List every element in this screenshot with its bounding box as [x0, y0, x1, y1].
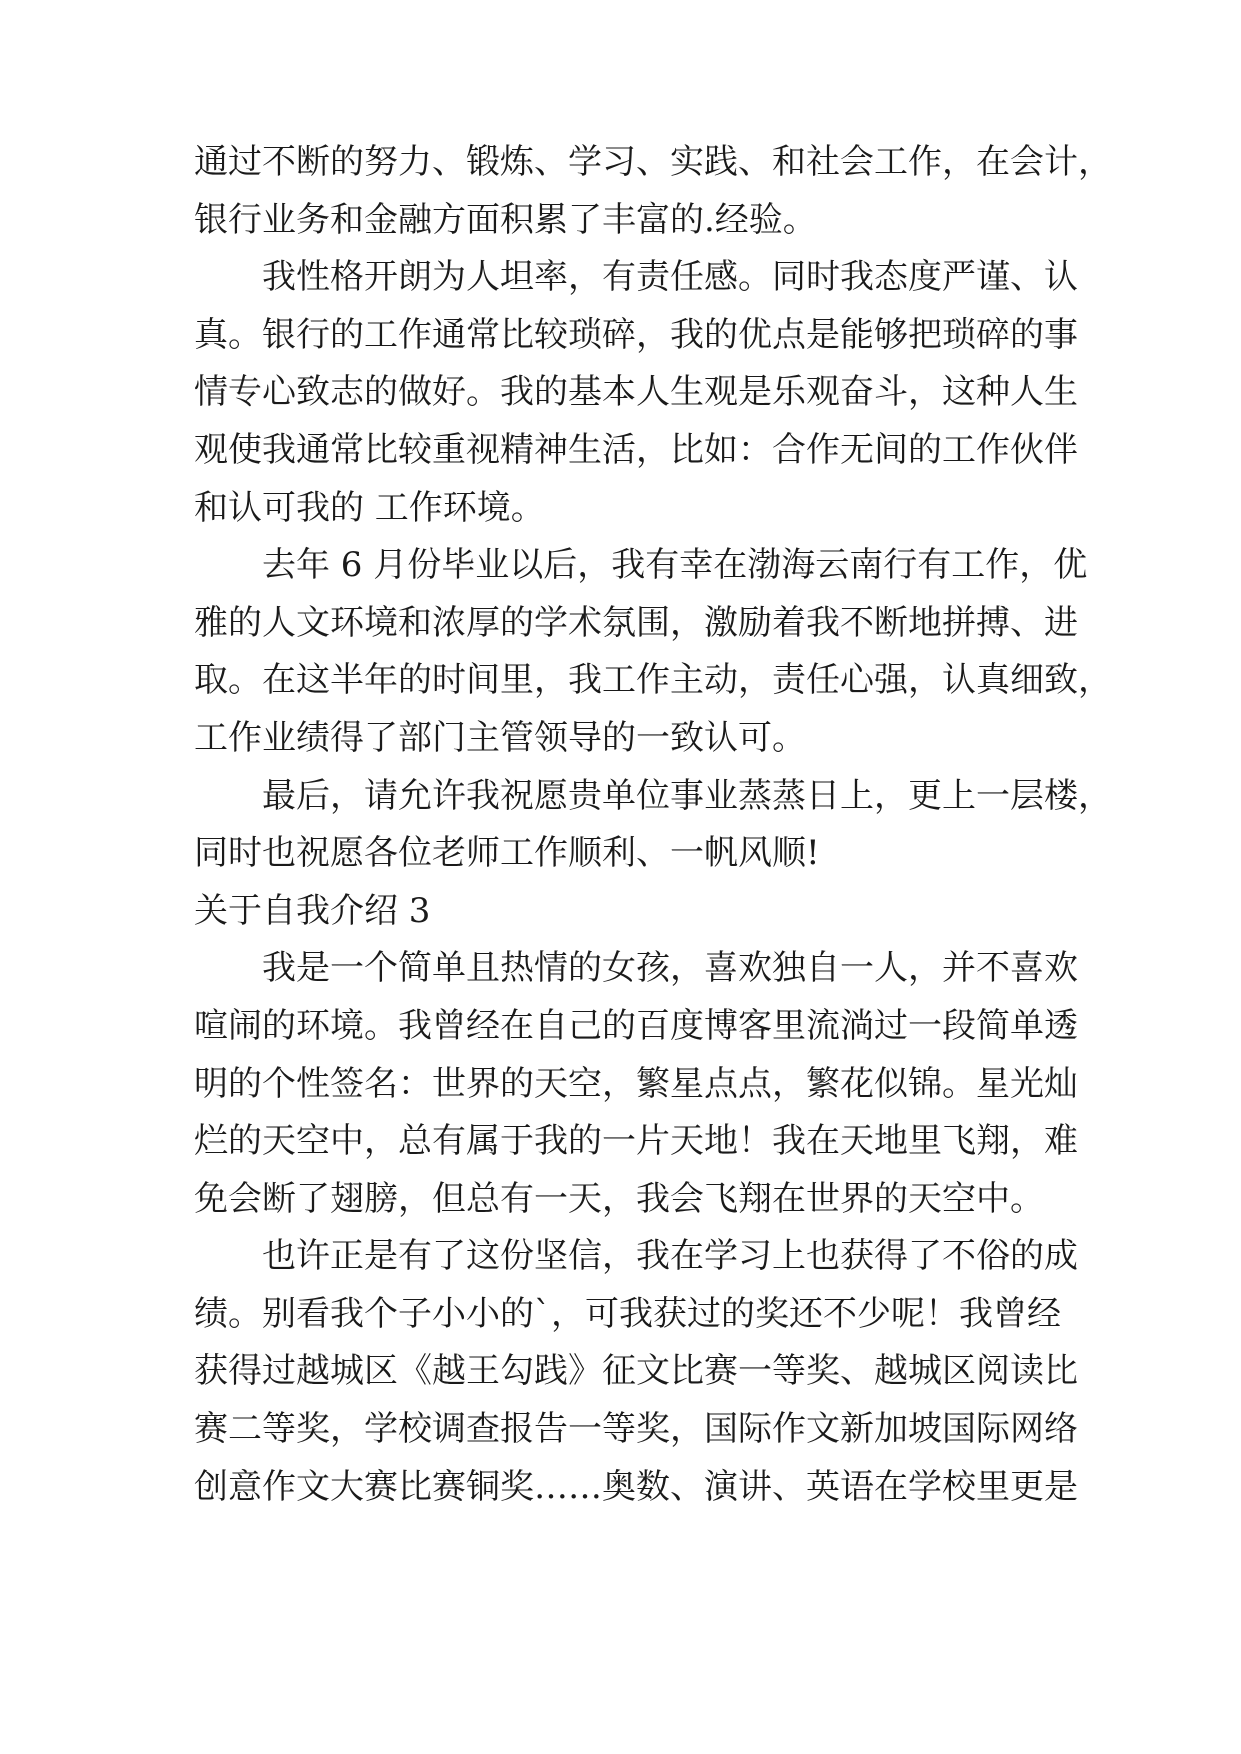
text-line: 和认可我的 工作环境。	[194, 487, 545, 528]
text-line: 我是一个简单且热情的女孩，喜欢独自一人，并不喜欢	[262, 948, 1078, 989]
text-line: 情专心致志的做好。我的基本人生观是乐观奋斗，这种人生	[194, 372, 1078, 413]
text-line: 绩。别看我个子小小的`，可我获过的奖还不少呢！我曾经	[194, 1293, 1061, 1334]
text-line: 免会断了翅膀，但总有一天，我会飞翔在世界的天空中。	[194, 1178, 1044, 1219]
text-line: 雅的人文环境和浓厚的学术氛围，激励着我不断地拼搏、进	[194, 602, 1078, 643]
text-line: 真。银行的工作通常比较琐碎，我的优点是能够把琐碎的事	[194, 314, 1078, 355]
text-line: 同时也祝愿各位老师工作顺利、一帆风顺!	[194, 833, 820, 874]
text-line: 去年 6 月份毕业以后，我有幸在渤海云南行有工作，优	[262, 545, 1088, 586]
text-line: 赛二等奖，学校调查报告一等奖，国际作文新加坡国际网络	[194, 1409, 1078, 1450]
text-line: 最后，请允许我祝愿贵单位事业蒸蒸日上，更上一层楼，	[262, 775, 1112, 816]
document-page	[194, 134, 1112, 1516]
text-line: 烂的天空中，总有属于我的一片天地！我在天地里飞翔，难	[194, 1121, 1078, 1162]
text-line: 获得过越城区《越王勾践》征文比赛一等奖、越城区阅读比	[194, 1351, 1078, 1392]
text-line: 银行业务和金融方面积累了丰富的.经验。	[194, 199, 817, 240]
text-line: 取。在这半年的时间里，我工作主动，责任心强，认真细致，	[194, 660, 1112, 701]
text-line: 也许正是有了这份坚信，我在学习上也获得了不俗的成	[262, 1236, 1078, 1277]
text-line: 观使我通常比较重视精神生活，比如：合作无间的工作伙伴	[194, 429, 1078, 470]
text-line: 我性格开朗为人坦率，有责任感。同时我态度严谨、认	[262, 257, 1078, 298]
text-line: 通过不断的努力、锻炼、学习、实践、和社会工作，在会计，	[194, 142, 1112, 182]
text-line: 明的个性签名：世界的天空，繁星点点，繁花似锦。星光灿	[194, 1063, 1078, 1104]
text-line: 创意作文大赛比赛铜奖……奥数、演讲、英语在学校里更是	[194, 1466, 1078, 1507]
section-heading: 关于自我介绍 3	[194, 890, 431, 931]
text-line: 喧闹的环境。我曾经在自己的百度博客里流淌过一段简单透	[194, 1005, 1078, 1046]
text-line: 工作业绩得了部门主管领导的一致认可。	[194, 717, 806, 758]
